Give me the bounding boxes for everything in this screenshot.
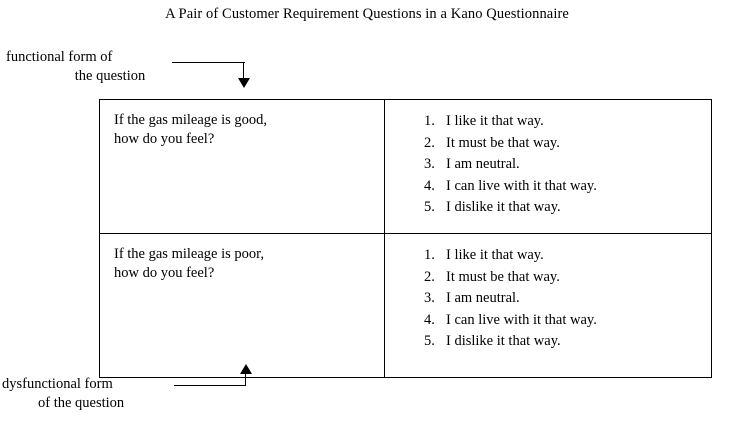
functional-form-annotation <box>6 48 196 86</box>
dysfunctional-form-annotation-line2: of the question <box>38 395 125 411</box>
functional-leader-horizontal <box>172 62 245 63</box>
question-line2: how do you feel? <box>114 131 215 147</box>
dysfunctional-answers-cell <box>385 234 712 378</box>
list-item <box>424 197 711 219</box>
dysfunctional-question-cell <box>100 234 385 378</box>
list-item <box>424 176 711 198</box>
answer-number: 2. <box>424 134 435 151</box>
table-row <box>100 100 712 234</box>
answer-number: 5. <box>424 199 435 215</box>
answer-text: I can live with it that way. <box>446 177 597 194</box>
list-item <box>424 245 711 267</box>
answer-number: 1. <box>424 247 435 263</box>
list-item <box>424 154 711 176</box>
answer-number: 3. <box>424 156 435 172</box>
answer-number: 4. <box>424 311 435 328</box>
answer-number: 5. <box>424 333 435 349</box>
answer-list <box>385 111 711 219</box>
answer-text: It must be that way. <box>446 268 560 285</box>
answer-text: I dislike it that way. <box>446 333 561 349</box>
list-item <box>424 288 711 310</box>
answer-text: It must be that way. <box>446 134 560 151</box>
answer-list <box>385 245 711 353</box>
answer-text: I am neutral. <box>446 290 520 306</box>
answer-text: I like it that way. <box>446 247 544 263</box>
functional-form-annotation-line2: the question <box>74 68 146 84</box>
answer-number: 3. <box>424 290 435 306</box>
functional-form-annotation-line1: functional form of <box>6 49 113 65</box>
list-item <box>424 133 711 155</box>
list-item <box>424 111 711 133</box>
list-item <box>424 310 711 332</box>
dysfunctional-leader-horizontal <box>174 385 246 386</box>
answer-number: 4. <box>424 177 435 194</box>
functional-question-cell <box>100 100 385 234</box>
dysfunctional-form-annotation <box>2 375 202 413</box>
question-line2: how do you feel? <box>114 265 215 281</box>
table-row <box>100 234 712 378</box>
answer-text: I can live with it that way. <box>446 311 597 328</box>
kano-question-table <box>99 99 712 378</box>
answer-number: 2. <box>424 268 435 285</box>
answer-number: 1. <box>424 113 435 129</box>
list-item <box>424 331 711 353</box>
list-item <box>424 267 711 289</box>
answer-text: I am neutral. <box>446 156 520 172</box>
question-line1: If the gas mileage is good, <box>114 112 268 128</box>
functional-answers-cell <box>385 100 712 234</box>
answer-text: I like it that way. <box>446 113 544 129</box>
question-line1: If the gas mileage is poor, <box>114 246 265 262</box>
arrow-down-icon <box>238 78 250 88</box>
figure-title: A Pair of Customer Requirement Questions in a Kano Questionnaire <box>165 6 569 22</box>
answer-text: I dislike it that way. <box>446 199 561 215</box>
dysfunctional-form-annotation-line1: dysfunctional form <box>2 376 113 392</box>
